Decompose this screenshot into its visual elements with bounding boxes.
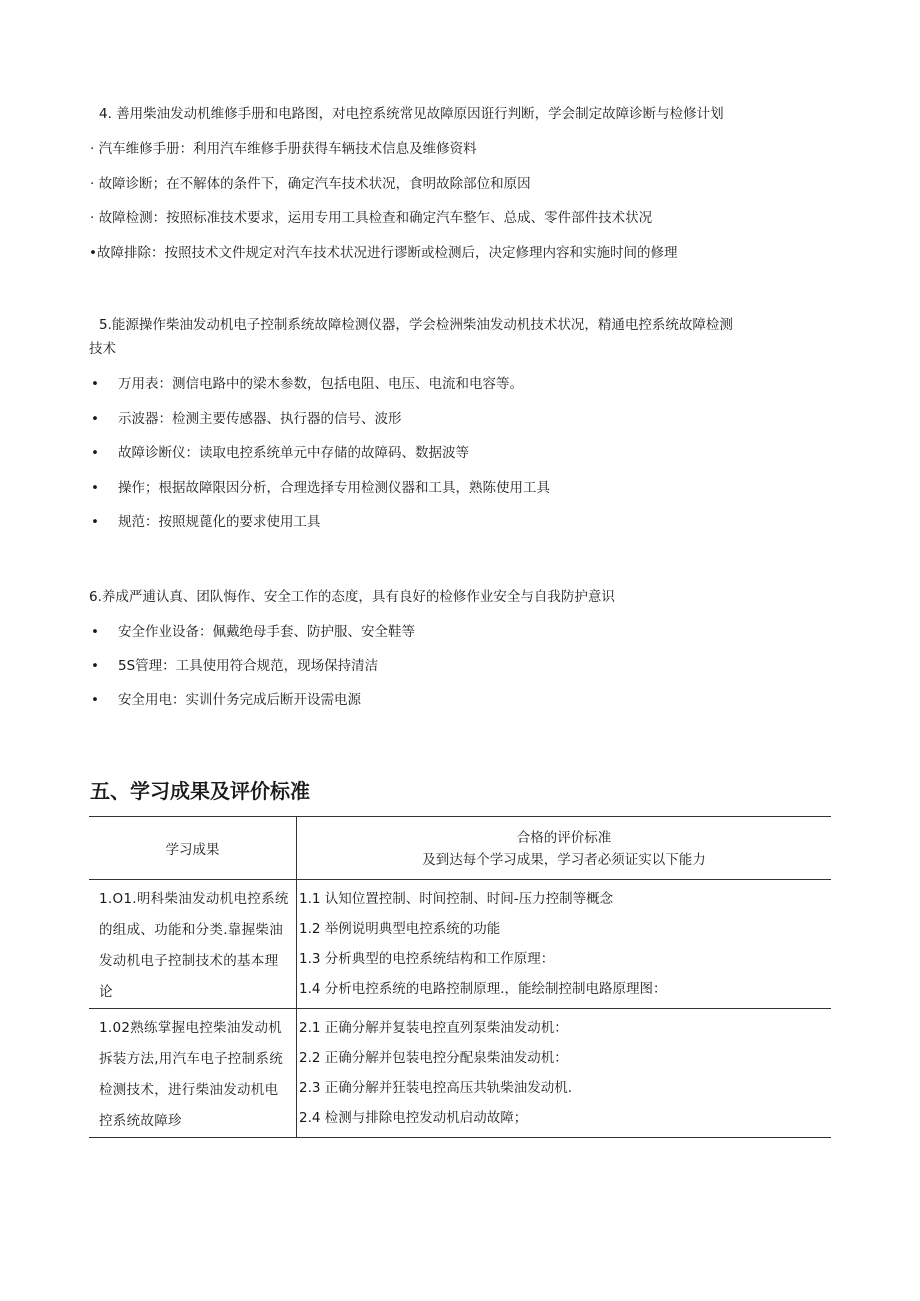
- header-criteria-subtitle: 及到达每个学习成果，学习者必须证实以下能力: [422, 852, 706, 868]
- section5-item-operation: 操作；根据故障限因分析，合理选择专用检测仪器和工具，熟陈使用工具: [118, 480, 550, 496]
- header-criteria-title: 合格的评价标准: [516, 830, 612, 846]
- section5-item-oscilloscope: 示波器：检测主要传感器、执行器的信号、波形: [118, 411, 402, 427]
- header-learning-outcome: 学习成果: [89, 817, 297, 880]
- section5-title-line2: 技术: [89, 341, 116, 357]
- bullet-icon: •: [91, 445, 99, 461]
- criteria-cell: [297, 1009, 832, 1138]
- criteria-item: 1.1 认知位置控制、时间控制、时间-压力控制等概念: [299, 891, 614, 907]
- bullet-icon: •: [91, 514, 99, 530]
- table-header-row: [89, 817, 831, 880]
- criteria-item: 1.2 举例说明典型电控系统的功能: [299, 921, 501, 937]
- evaluation-table: [89, 816, 831, 1138]
- section6-item-electricity: 安全用电：实训什务完成后断开设需电源: [118, 692, 361, 708]
- section4-item-detection: · 故障检测：按照标准技术要求，运用专用工具检查和确定汽车整乍、总成、零件部件技术状况: [90, 210, 653, 226]
- criteria-item: 2.1 正确分解并复装电控直列泵柴油发动机：: [299, 1020, 568, 1036]
- criteria-item: 1.3 分析典型的电控系统结构和工作原理：: [299, 951, 555, 967]
- section5-item-multimeter: 万用表：测信电路中的梁木参数，包括电阻、电压、电流和电容等。: [118, 376, 523, 392]
- outcome-cell: 1.O1.明科柴油发动机电控系统的组成、功能和分类.靠握柴油发动机电子控制技术的基本理论: [89, 880, 297, 1009]
- outcome-cell: 1.02熟练掌握电控柴油发动机拆装方法,用汽车电子控制系统检测技术，进行柴油发动机电控系统故障珍: [89, 1009, 297, 1138]
- section4-title: 4. 善用柴油发动机维修手册和电路图，对电控系统常见故障原因诳行判断，学会制定故障诊断与检修计划: [99, 106, 724, 122]
- section5-item-scanner: 故障诊断仪：读取电控系统单元中存储的故障码、数据波等: [118, 445, 469, 461]
- bullet-icon: •: [91, 376, 99, 392]
- header-criteria: [297, 817, 832, 880]
- section6-item-5s: 5S管理：工具使用符合规范，现场保持清洁: [118, 658, 379, 674]
- section5-item-standard: 规范：按照规蓖化的要求使用工具: [118, 514, 321, 530]
- section4-item-repair: •故障排除：按照技术文件规定对汽车技术状况进行谬断或检测后，决定修理内容和实施时间的修理: [89, 245, 678, 261]
- table-row: [89, 1009, 831, 1138]
- section5-title-line1: 5.能源操作柴油发动机电子控制系统故障检测仪器，学会检洲柴油发动机技术状况，精通电控系统故障检测: [99, 317, 733, 333]
- section4-item-manual: · 汽车维修手册：利用汽车维修手册获得车辆技术信息及维修资料: [90, 141, 477, 157]
- criteria-cell: [297, 880, 832, 1009]
- bullet-icon: •: [91, 692, 99, 708]
- section4-item-diagnosis: · 故障诊断；在不解体的条件下，确定汽车技术状况，食明故除部位和原因: [90, 176, 531, 192]
- criteria-item: 2.4 检测与排除电控发动机启动故障；: [299, 1110, 528, 1126]
- section6-item-safety-equipment: 安全作业设备：佩戴绝母手套、防护服、安全鞋等: [118, 624, 415, 640]
- criteria-item: 2.3 正确分解并狂装电控高压共轨柴油发动机.: [299, 1080, 573, 1096]
- criteria-item: 1.4 分析电控系统的电路控制原理.，能绘制控制电路原理图：: [299, 981, 667, 997]
- bullet-icon: •: [91, 480, 99, 496]
- table-row: [89, 880, 831, 1009]
- section-heading: 五、学习成果及评价标准: [90, 779, 310, 803]
- criteria-item: 2.2 正确分解并包装电控分配泉柴油发动机：: [299, 1050, 568, 1066]
- bullet-icon: •: [91, 624, 99, 640]
- bullet-icon: •: [91, 411, 99, 427]
- section6-title: 6.养成严逋认真、团队悔作、安全工作的态度，具有良好的检修作业安全与自我防护意识: [89, 589, 615, 605]
- bullet-icon: •: [91, 658, 99, 674]
